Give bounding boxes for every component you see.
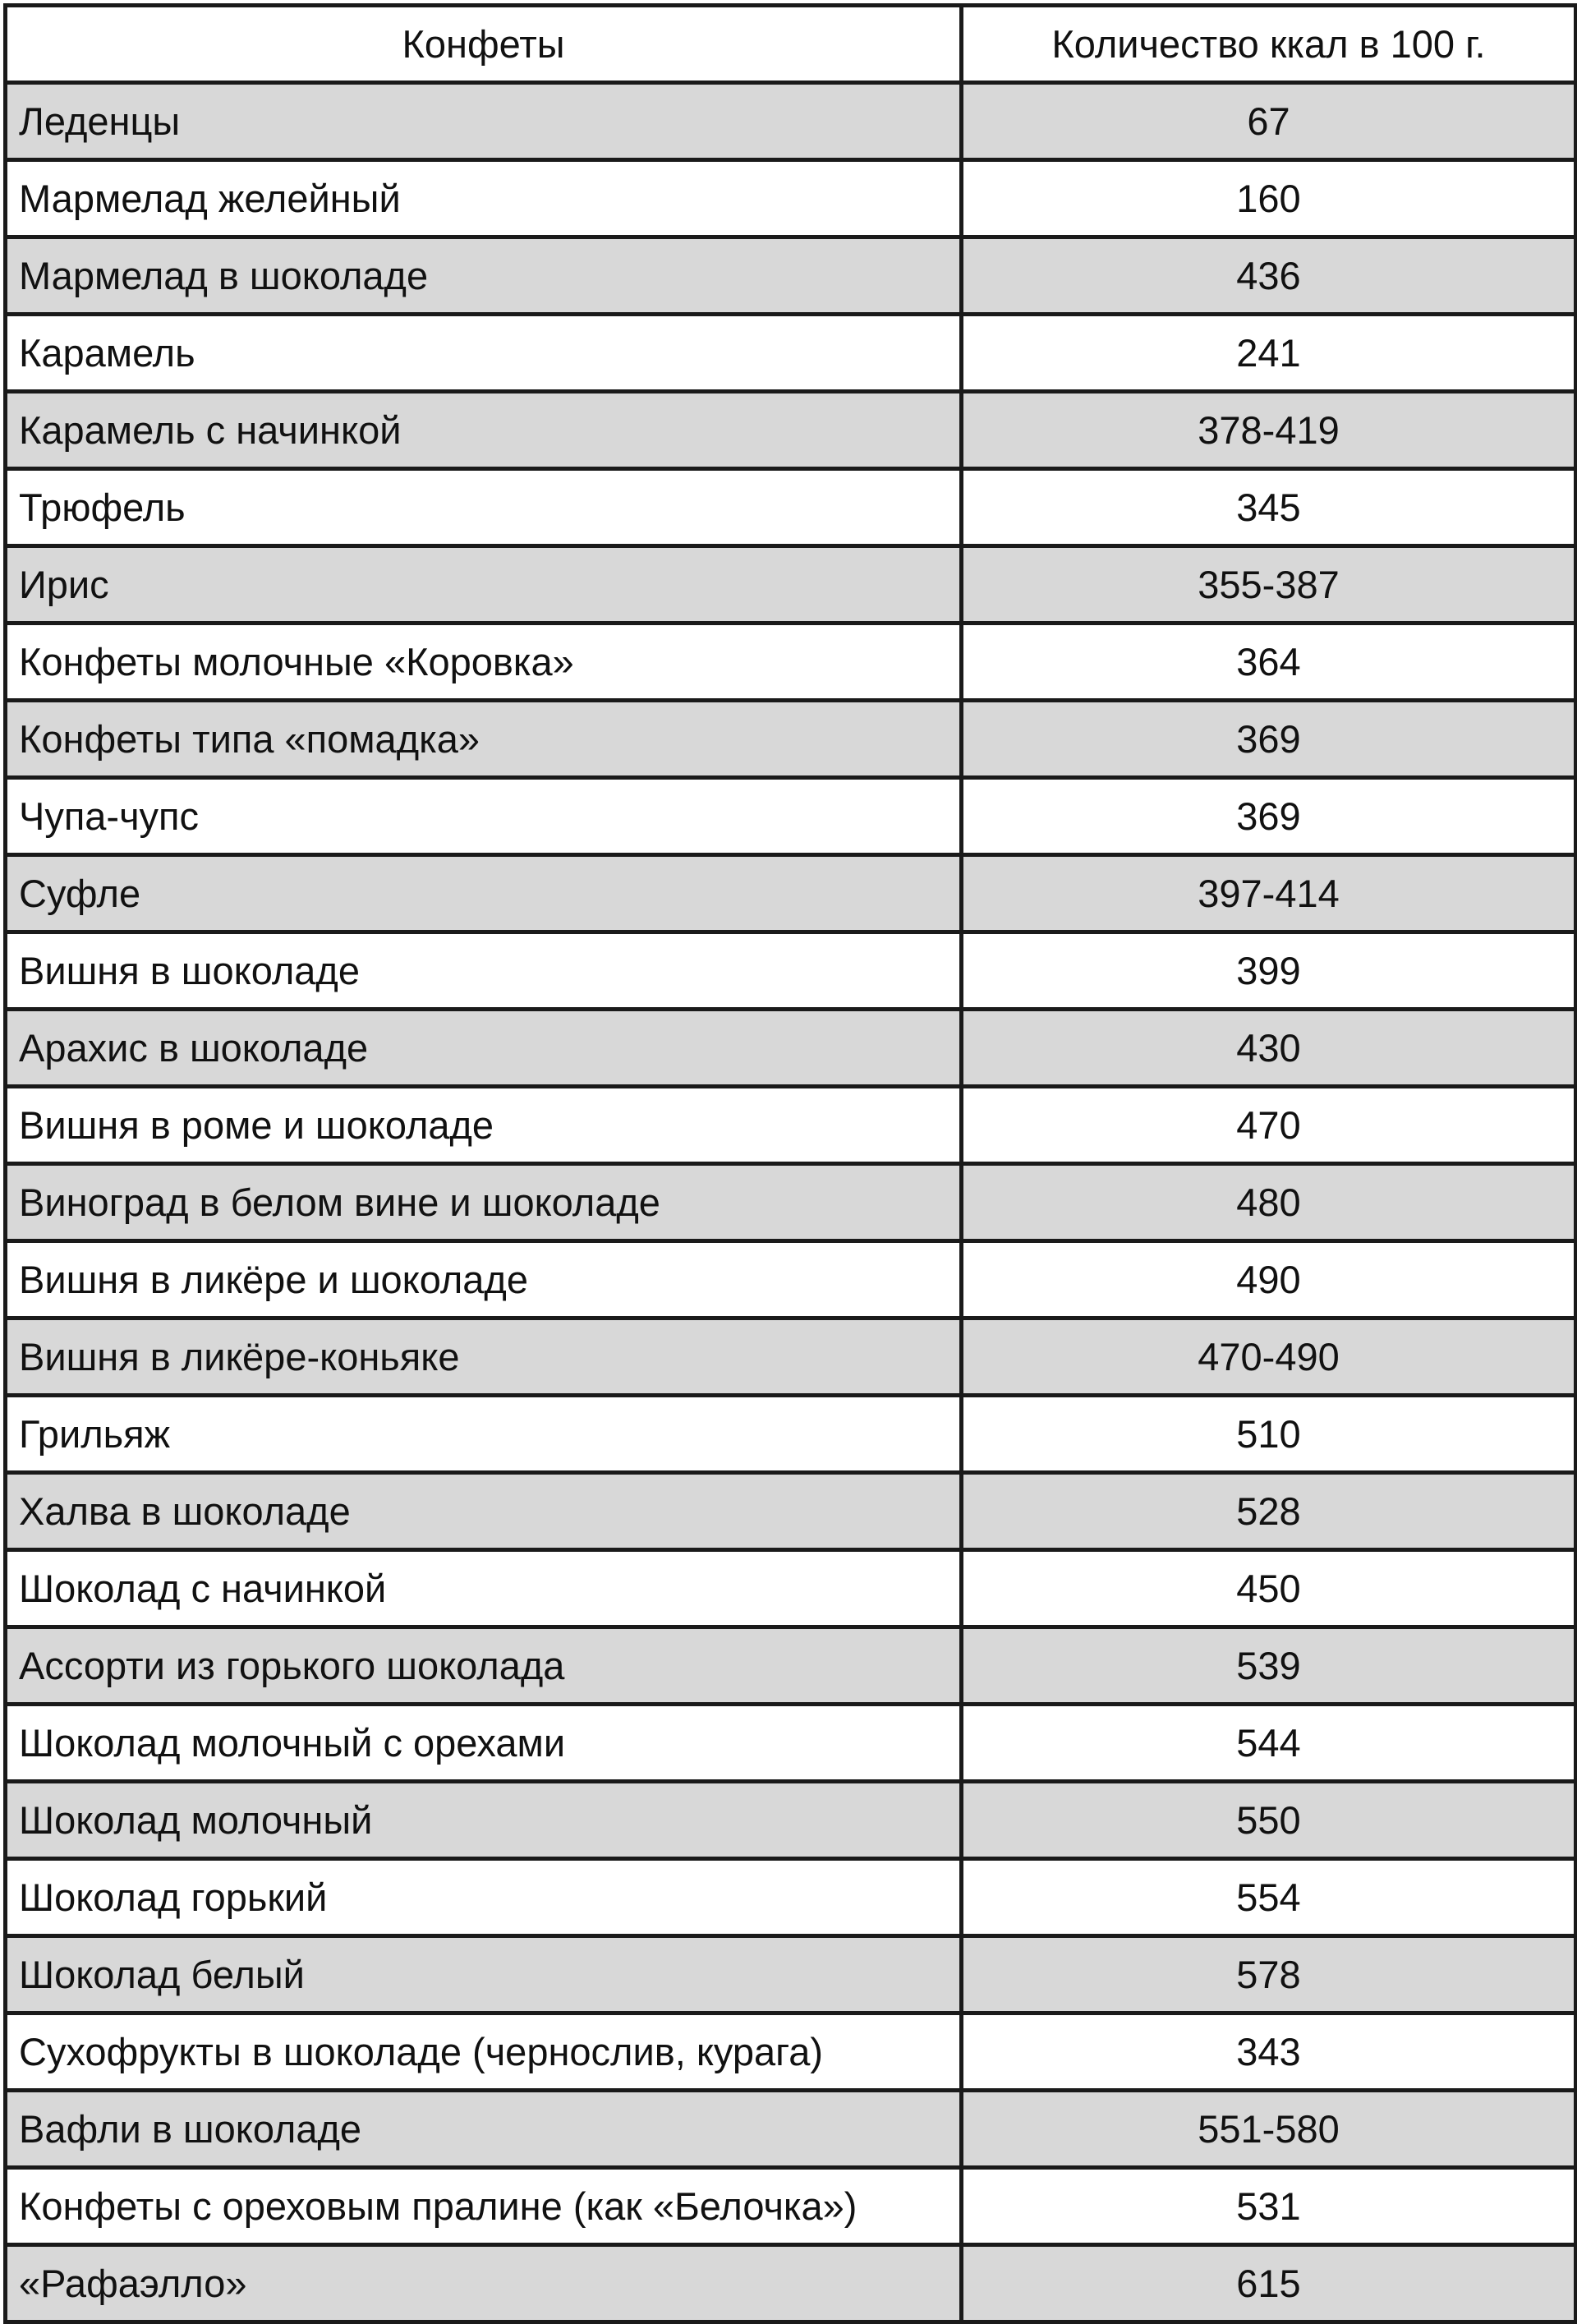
table-row [6, 855, 1576, 932]
kcal-value-cell: 615 [962, 2245, 1576, 2322]
candy-name-cell: «Рафаэлло» [6, 2245, 962, 2322]
calorie-table [3, 3, 1577, 2324]
column-header-kcal: Количество ккал в 100 г. [962, 6, 1576, 83]
candy-name-cell: Конфеты молочные «Коровка» [6, 624, 962, 701]
candy-name-cell: Суфле [6, 855, 962, 932]
candy-name-cell: Мармелад в шоколаде [6, 237, 962, 315]
candy-name-cell: Чупа-чупс [6, 778, 962, 855]
table-row [6, 2091, 1576, 2168]
kcal-value-cell: 436 [962, 237, 1576, 315]
kcal-value-cell: 470 [962, 1087, 1576, 1164]
table-row [6, 1782, 1576, 1859]
candy-name-cell: Арахис в шоколаде [6, 1010, 962, 1087]
table-row [6, 1087, 1576, 1164]
table-row [6, 160, 1576, 237]
candy-name-cell: Вишня в ликёре и шоколаде [6, 1241, 962, 1318]
kcal-value-cell: 554 [962, 1859, 1576, 1936]
kcal-value-cell: 369 [962, 701, 1576, 778]
candy-name-cell: Виноград в белом вине и шоколаде [6, 1164, 962, 1241]
kcal-value-cell: 378-419 [962, 392, 1576, 469]
candy-name-cell: Шоколад горький [6, 1859, 962, 1936]
table-row [6, 1550, 1576, 1627]
table-row [6, 1473, 1576, 1550]
table-row [6, 315, 1576, 392]
candy-name-cell: Шоколад молочный с орехами [6, 1705, 962, 1782]
kcal-value-cell: 528 [962, 1473, 1576, 1550]
kcal-value-cell: 551-580 [962, 2091, 1576, 2168]
kcal-value-cell: 345 [962, 469, 1576, 546]
kcal-value-cell: 369 [962, 778, 1576, 855]
table-row [6, 624, 1576, 701]
table-body [6, 83, 1576, 2322]
kcal-value-cell: 67 [962, 83, 1576, 160]
table-row [6, 546, 1576, 624]
table-row [6, 1627, 1576, 1705]
candy-name-cell: Ирис [6, 546, 962, 624]
kcal-value-cell: 160 [962, 160, 1576, 237]
candy-name-cell: Сухофрукты в шоколаде (чернослив, курага) [6, 2013, 962, 2091]
table-row [6, 1936, 1576, 2013]
kcal-value-cell: 490 [962, 1241, 1576, 1318]
candy-name-cell: Мармелад желейный [6, 160, 962, 237]
table-row [6, 1164, 1576, 1241]
kcal-value-cell: 397-414 [962, 855, 1576, 932]
table-row [6, 1010, 1576, 1087]
header-row [6, 6, 1576, 83]
kcal-value-cell: 399 [962, 932, 1576, 1010]
table-row [6, 1396, 1576, 1473]
kcal-value-cell: 544 [962, 1705, 1576, 1782]
candy-name-cell: Вафли в шоколаде [6, 2091, 962, 2168]
kcal-value-cell: 510 [962, 1396, 1576, 1473]
table-row [6, 2013, 1576, 2091]
table-row [6, 2168, 1576, 2245]
kcal-value-cell: 470-490 [962, 1318, 1576, 1396]
candy-name-cell: Карамель с начинкой [6, 392, 962, 469]
kcal-value-cell: 480 [962, 1164, 1576, 1241]
candy-name-cell: Конфеты типа «помадка» [6, 701, 962, 778]
candy-name-cell: Ассорти из горького шоколада [6, 1627, 962, 1705]
candy-name-cell: Леденцы [6, 83, 962, 160]
candy-name-cell: Халва в шоколаде [6, 1473, 962, 1550]
table-row [6, 778, 1576, 855]
table-row [6, 932, 1576, 1010]
kcal-value-cell: 550 [962, 1782, 1576, 1859]
candy-name-cell: Трюфель [6, 469, 962, 546]
candy-name-cell: Вишня в ликёре-коньяке [6, 1318, 962, 1396]
table-row [6, 237, 1576, 315]
candy-name-cell: Шоколад молочный [6, 1782, 962, 1859]
table-row [6, 1318, 1576, 1396]
kcal-value-cell: 355-387 [962, 546, 1576, 624]
candy-name-cell: Шоколад белый [6, 1936, 962, 2013]
table-row [6, 1241, 1576, 1318]
candy-name-cell: Грильяж [6, 1396, 962, 1473]
kcal-value-cell: 450 [962, 1550, 1576, 1627]
table-row [6, 701, 1576, 778]
column-header-candy: Конфеты [6, 6, 962, 83]
table-row [6, 1859, 1576, 1936]
kcal-value-cell: 539 [962, 1627, 1576, 1705]
kcal-value-cell: 531 [962, 2168, 1576, 2245]
kcal-value-cell: 364 [962, 624, 1576, 701]
candy-name-cell: Шоколад с начинкой [6, 1550, 962, 1627]
table-row [6, 2245, 1576, 2322]
table-row [6, 83, 1576, 160]
candy-name-cell: Вишня в роме и шоколаде [6, 1087, 962, 1164]
candy-name-cell: Вишня в шоколаде [6, 932, 962, 1010]
kcal-value-cell: 578 [962, 1936, 1576, 2013]
kcal-value-cell: 430 [962, 1010, 1576, 1087]
kcal-value-cell: 343 [962, 2013, 1576, 2091]
table-row [6, 1705, 1576, 1782]
table-row [6, 392, 1576, 469]
kcal-value-cell: 241 [962, 315, 1576, 392]
candy-name-cell: Конфеты с ореховым пралине (как «Белочка») [6, 2168, 962, 2245]
table-row [6, 469, 1576, 546]
candy-name-cell: Карамель [6, 315, 962, 392]
